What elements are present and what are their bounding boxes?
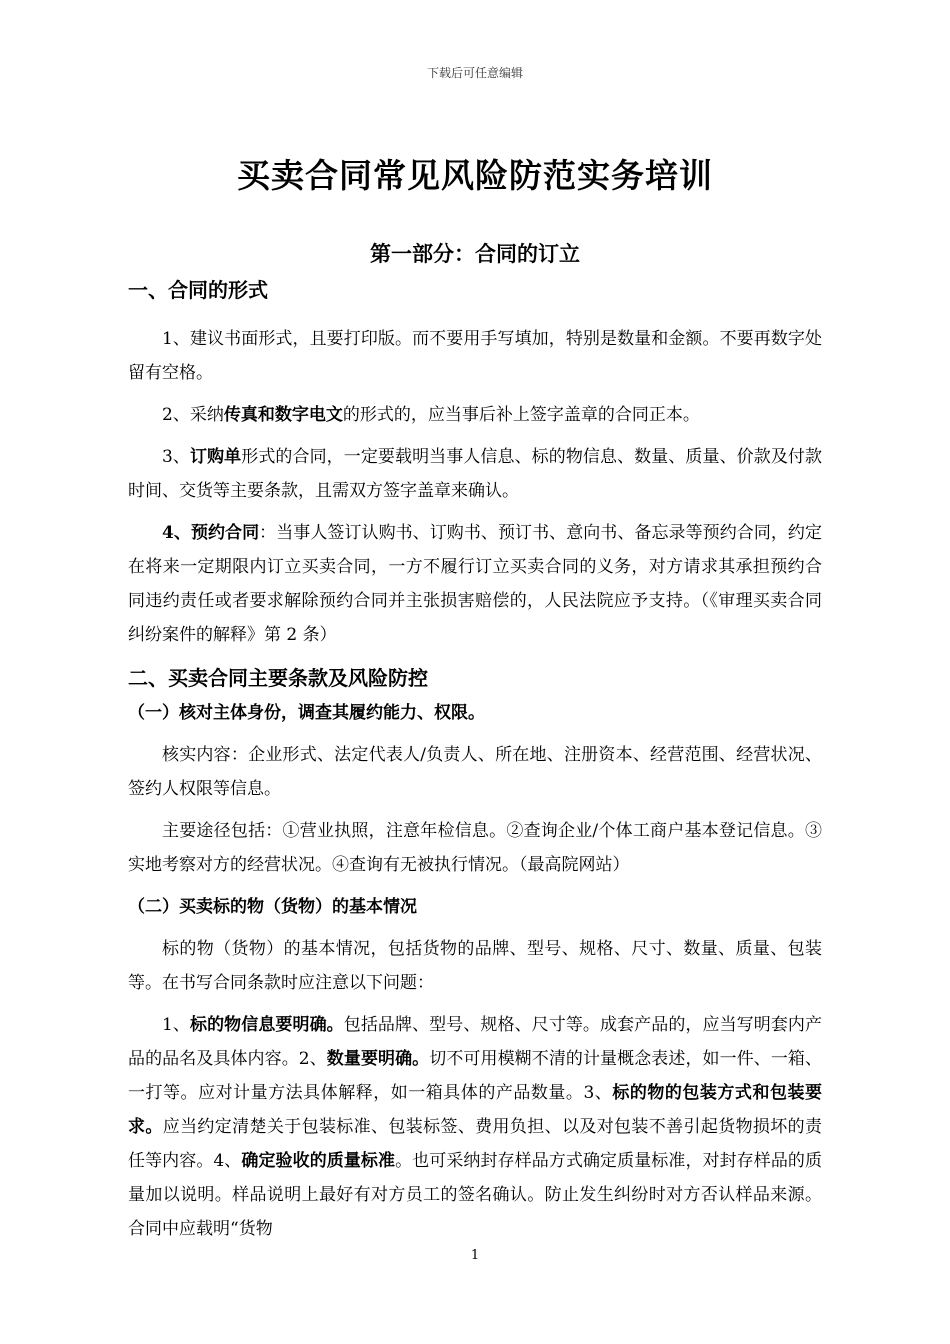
paragraph: 1、建议书面形式，且要打印版。而不要用手写填加，特别是数量和金额。不要再数字处留有空格。 <box>128 329 822 383</box>
section-heading-2: 二、买卖合同主要条款及风险防控 <box>128 666 428 690</box>
part-heading: 第一部分：合同的订立 <box>370 241 580 266</box>
page-number: 1 <box>470 1248 480 1263</box>
paragraph: 2、采纳传真和数字电文的形式的，应当事后补上签字盖章的合同正本。 <box>162 405 700 425</box>
paragraph: 4、预约合同：当事人签订认购书、订购书、预订书、意向书、备忘录等预约合同，约定在将来一定期限内订立买卖合同，一方不履行订立买卖合同的义务，对方请求其承担预约合同违约责任或者要求解除预约合同并主张损害赔偿的，人民法院应予支持。（《审理买卖合同纠纷案件的解释》第 2 条） <box>128 523 822 645</box>
document-title: 买卖合同常见风险防范实务培训 <box>237 156 713 195</box>
subsection-heading-2: （二）买卖标的物（货物）的基本情况 <box>128 897 417 917</box>
paragraph: 3、订购单形式的合同，一定要载明当事人信息、标的物信息、数量、质量、价款及付款时间、交货等主要条款，且需双方签字盖章来确认。 <box>128 447 823 501</box>
section-heading-1: 一、合同的形式 <box>128 278 268 302</box>
paragraph: 标的物（货物）的基本情况，包括货物的品牌、型号、规格、尺寸、数量、质量、包装等。在书写合同条款时应注意以下问题： <box>128 939 822 993</box>
paragraph: 1、标的物信息要明确。包括品牌、型号、规格、尺寸等。成套产品的，应当写明套内产品的品名及具体内容。2、数量要明确。切不可用模糊不清的计量概念表述，如一件、一箱、一打等。应对计量方法具体解释，如一箱具体的产品数量。3、标的物的包装方式和包装要求。应当约定清楚关于包装标准、包装标签、费用负担、以及对包装不善引起货物损坏的责任等内容。4、确定验收的质量标准。也可采纳封存样品方式确定质量标准，对封存样品的质量加以说明。样品说明上最好有对方员工的签名确认。防止发生纠纷时对方否认样品来源。合同中应载明“货物 <box>128 1015 823 1239</box>
page-header: 下载后可任意编辑 <box>426 66 523 80</box>
subsection-heading-1: （一）核对主体身份，调查其履约能力、权限。 <box>128 703 485 723</box>
document-body <box>128 272 822 1246</box>
paragraph: 主要途径包括：①营业执照，注意年检信息。②查询企业/个体工商户基本登记信息。③实地考察对方的经营状况。④查询有无被执行情况。（最高院网站） <box>128 821 822 875</box>
paragraph: 核实内容：企业形式、法定代表人/负责人、所在地、注册资本、经营范围、经营状况、签约人权限等信息。 <box>128 745 822 799</box>
